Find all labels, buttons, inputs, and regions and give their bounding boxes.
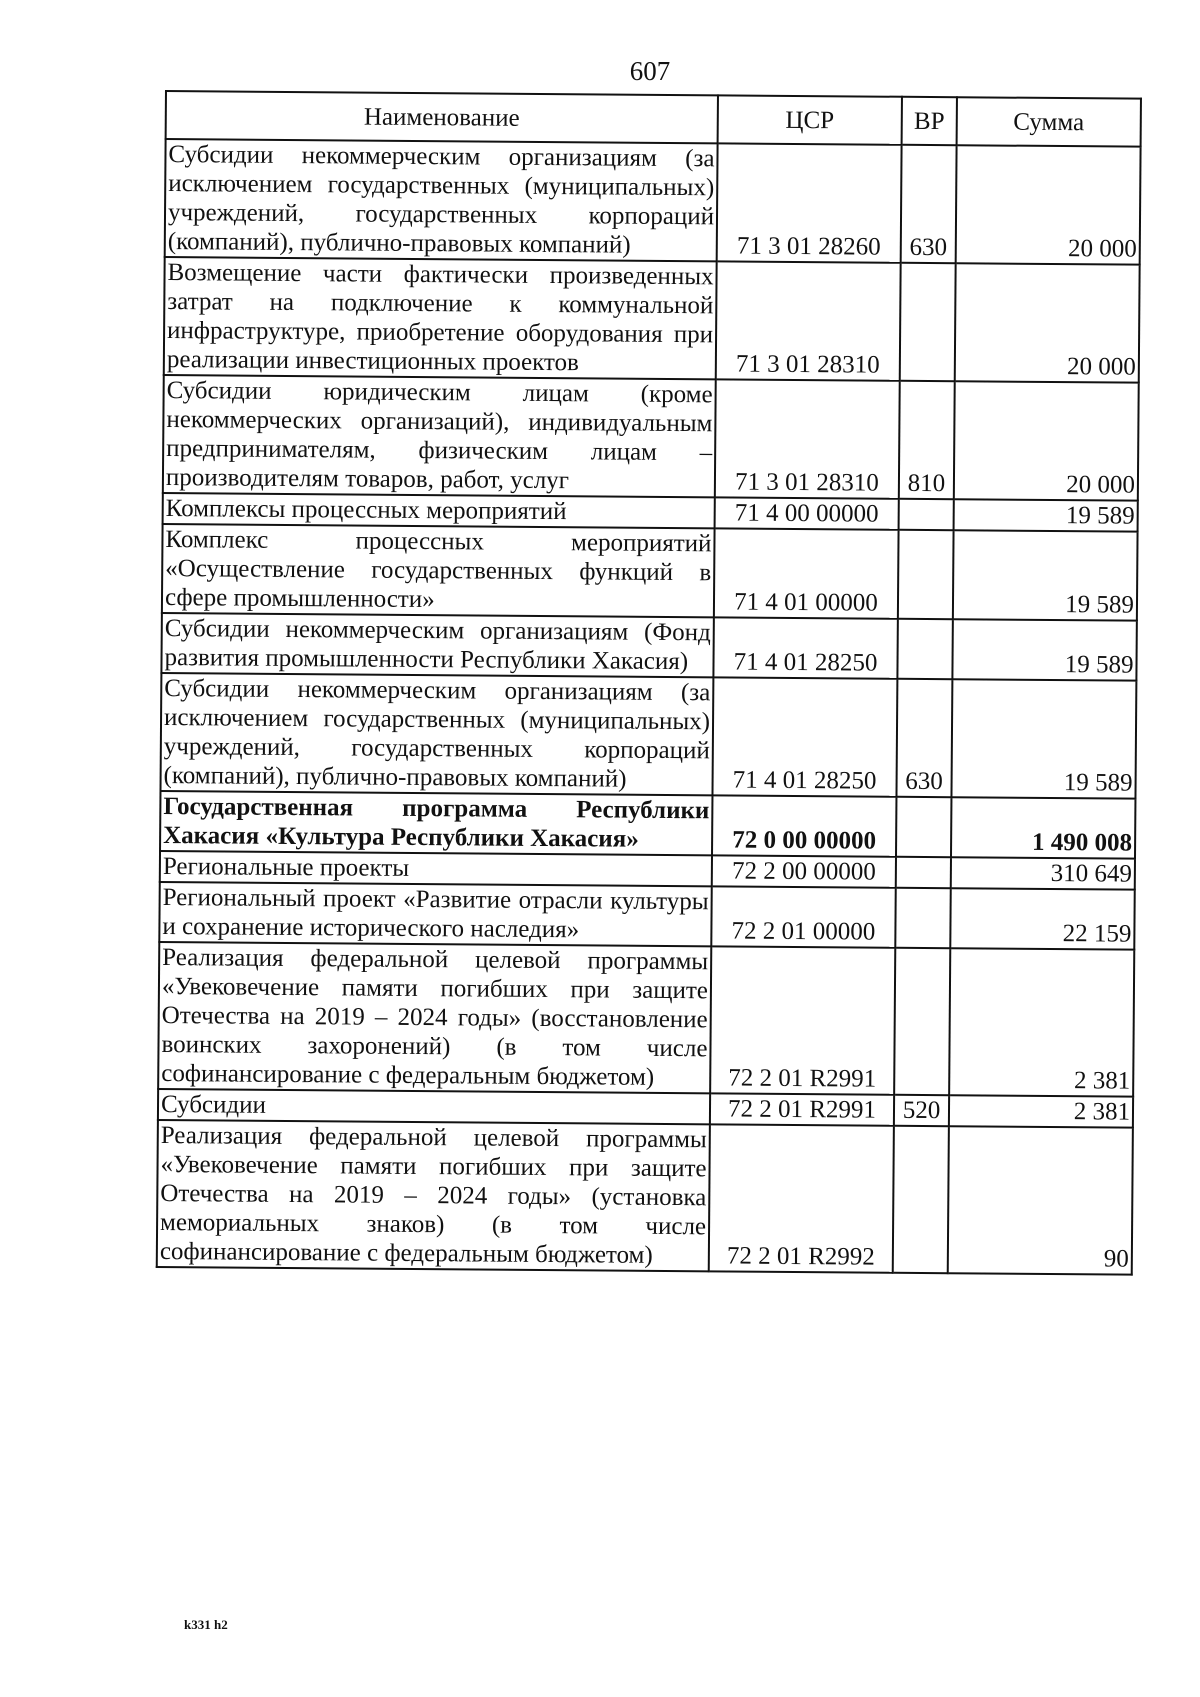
cell-sum: 20 000 xyxy=(955,263,1140,382)
cell-csr: 71 3 01 28260 xyxy=(717,143,902,262)
cell-csr: 72 2 01 R2991 xyxy=(710,946,895,1094)
cell-name: Субсидии некоммерческим организациям (за исключением государственных (муниципальных) учреждений, государственных корпораций (компаний), публично-правовых компаний) xyxy=(160,673,713,795)
cell-vr xyxy=(893,1126,949,1273)
cell-vr: 810 xyxy=(899,381,955,499)
cell-vr: 630 xyxy=(901,145,957,263)
footer-code: k331 h2 xyxy=(184,1617,228,1632)
cell-csr: 71 4 00 00000 xyxy=(715,497,899,529)
cell-sum: 19 589 xyxy=(952,619,1136,680)
page-number: 607 xyxy=(629,56,671,86)
cell-vr xyxy=(896,797,951,857)
cell-name: Возмещение части фактически произведенных затрат на подключение к коммунальной инфраструктуре, приобретение оборудования при реализации инвестиционных проектов xyxy=(164,257,717,379)
cell-sum: 310 649 xyxy=(951,857,1135,889)
cell-vr xyxy=(899,499,954,530)
header-sum: Сумма xyxy=(957,97,1141,146)
table-row xyxy=(162,524,1138,621)
table-row xyxy=(164,257,1140,383)
cell-csr: 71 3 01 28310 xyxy=(716,261,901,380)
cell-csr: 72 0 00 00000 xyxy=(712,795,896,856)
table-row xyxy=(161,613,1136,681)
table-header-row xyxy=(166,91,1141,147)
cell-csr: 71 3 01 28310 xyxy=(715,379,900,498)
cell-vr xyxy=(894,948,950,1095)
table-row xyxy=(159,882,1134,950)
cell-sum: 19 589 xyxy=(953,530,1138,620)
cell-name: Региональный проект «Развитие отрасли культуры и сохранение исторического наследия» xyxy=(159,882,711,946)
cell-vr xyxy=(897,619,952,679)
cell-csr: 72 2 01 R2992 xyxy=(709,1124,894,1272)
cell-name: Комплекс процессных мероприятий «Осуществление государственных функций в сфере промышленности» xyxy=(162,524,715,617)
cell-sum: 2 381 xyxy=(949,948,1134,1096)
table-row xyxy=(158,942,1134,1097)
cell-vr: 630 xyxy=(896,679,952,797)
cell-name: Субсидии некоммерческим организациям (Фонд развития промышленности Республики Хакасия) xyxy=(161,613,713,677)
cell-csr: 72 2 01 R2991 xyxy=(710,1093,894,1125)
cell-sum: 22 159 xyxy=(950,888,1134,949)
table-row xyxy=(160,673,1136,799)
header-vr: ВР xyxy=(902,97,957,145)
table-body xyxy=(157,139,1141,1275)
cell-csr: 72 2 01 00000 xyxy=(711,886,895,947)
cell-name: Субсидии xyxy=(158,1089,710,1124)
cell-name: Реализация федеральной целевой программы «Увековечение памяти погибших при защите Отечества на 2019 – 2024 годы» (восстановление воинских захоронений) (в том числе софинансирование с федеральным бюджетом) xyxy=(158,942,711,1093)
cell-vr xyxy=(898,530,954,619)
cell-vr: 520 xyxy=(894,1095,949,1126)
table-row xyxy=(163,375,1139,501)
table-row xyxy=(157,1120,1133,1275)
budget-table xyxy=(156,90,1142,1276)
cell-csr: 72 2 00 00000 xyxy=(712,855,896,887)
header-name: Наименование xyxy=(166,91,718,143)
cell-sum: 20 000 xyxy=(954,381,1139,500)
header-csr: ЦСР xyxy=(718,95,902,144)
cell-vr xyxy=(895,888,950,948)
cell-sum: 1 490 008 xyxy=(951,797,1135,858)
cell-name: Региональные проекты xyxy=(160,851,712,886)
cell-name: Субсидии юридическим лицам (кроме некоммерческих организаций), индивидуальным предпринимателям, физическим лицам – производителям товаров, работ, услуг xyxy=(163,375,716,497)
cell-csr: 71 4 01 28250 xyxy=(713,617,897,678)
table-row xyxy=(165,139,1141,265)
cell-sum: 20 000 xyxy=(956,145,1141,264)
cell-name: Государственная программа Республики Хакасия «Культура Республики Хакасия» xyxy=(160,791,712,855)
cell-sum: 19 589 xyxy=(951,679,1136,798)
cell-sum: 19 589 xyxy=(954,499,1138,531)
cell-sum: 2 381 xyxy=(949,1095,1133,1127)
cell-name: Комплексы процессных мероприятий xyxy=(163,493,715,528)
cell-csr: 71 4 01 28250 xyxy=(712,677,897,796)
cell-sum: 90 xyxy=(948,1126,1133,1274)
cell-name: Реализация федеральной целевой программы «Увековечение памяти погибших при защите Отечества на 2019 – 2024 годы» (установка мемориальных знаков) (в том числе софинансирование с федеральным бюджетом) xyxy=(157,1120,710,1271)
cell-vr xyxy=(896,857,951,888)
cell-vr xyxy=(900,263,956,381)
table-row xyxy=(160,791,1135,859)
cell-name: Субсидии некоммерческим организациям (за исключением государственных (муниципальных) учреждений, государственных корпораций (компаний), публично-правовых компаний) xyxy=(165,139,718,261)
cell-csr: 71 4 01 00000 xyxy=(714,528,899,618)
